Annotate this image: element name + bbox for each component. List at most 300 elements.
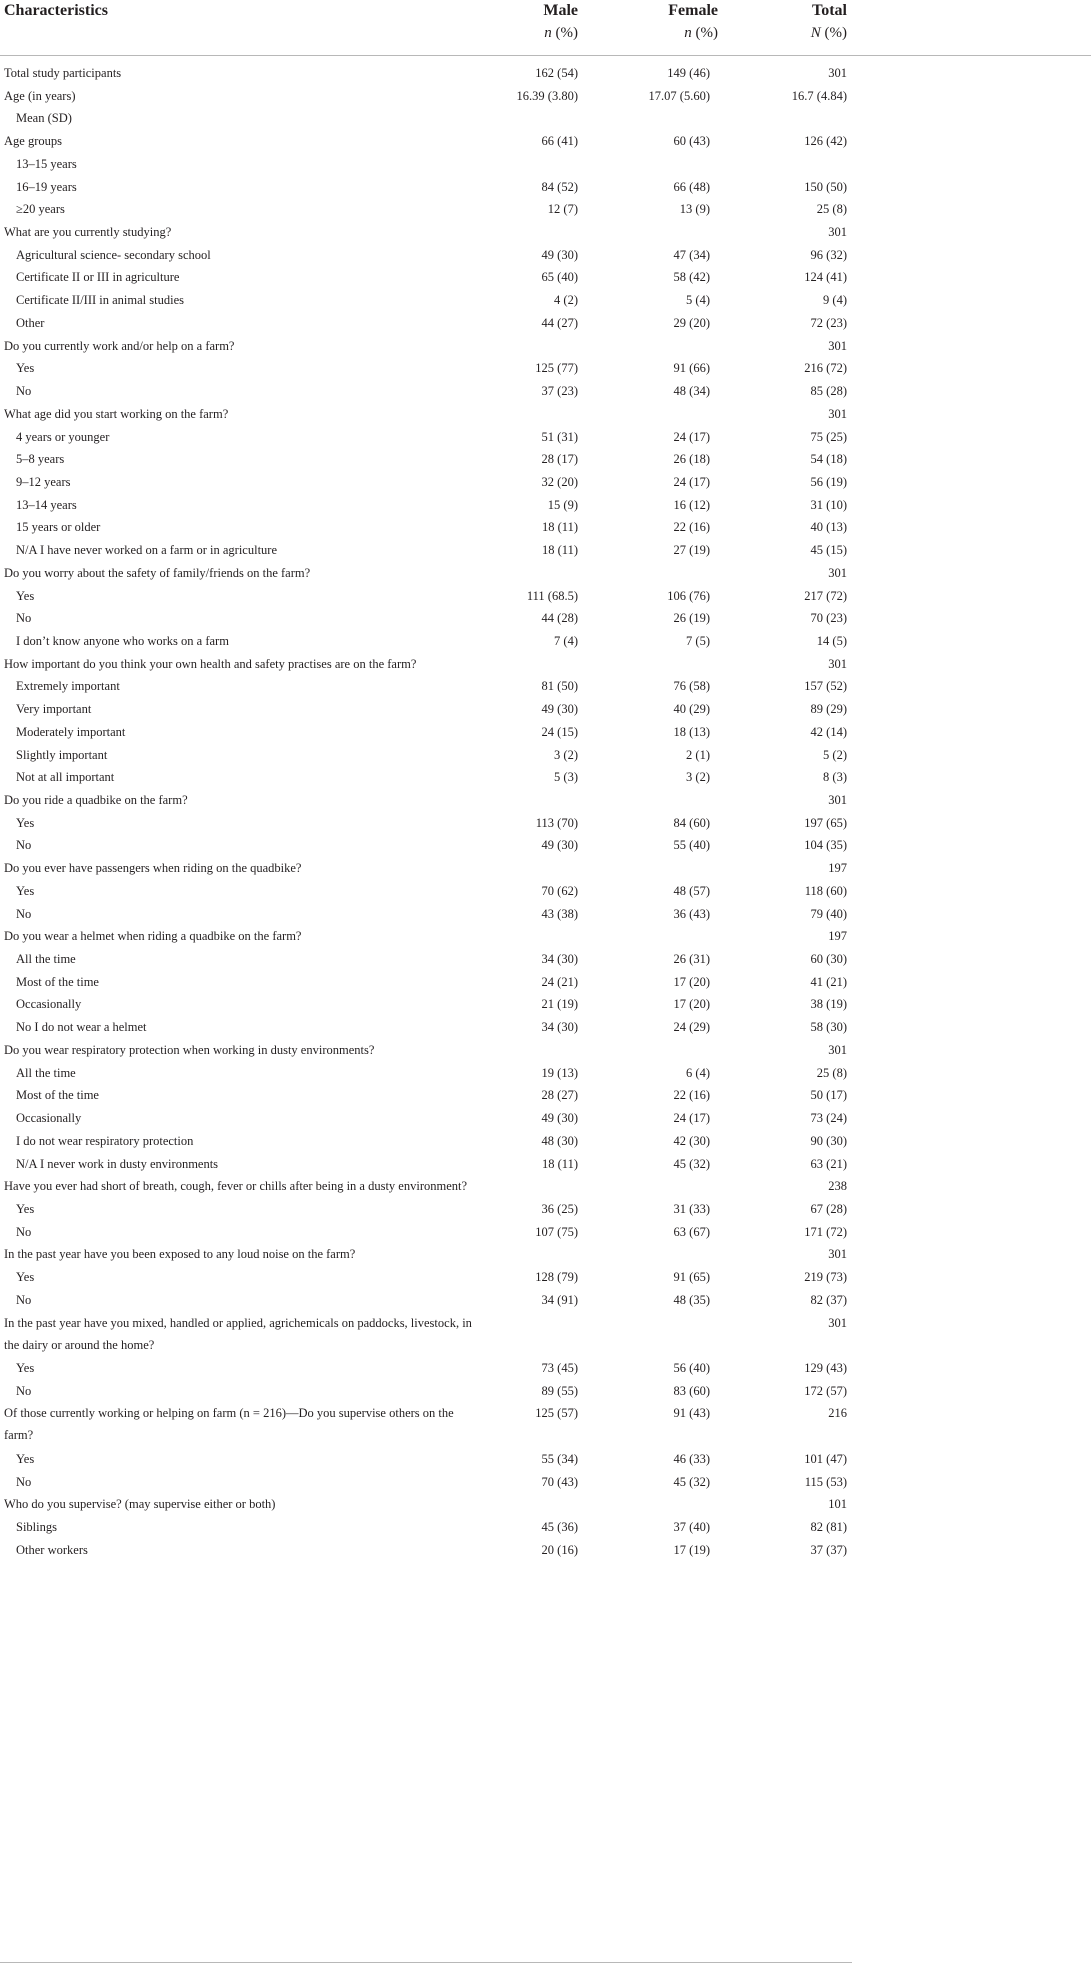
table-row: [0, 971, 1091, 994]
row-female-value: 27 (19): [673, 543, 710, 558]
row-total-value: 37 (37): [810, 1542, 847, 1557]
table-row: [0, 675, 1091, 698]
row-label: Slightly important: [16, 747, 108, 762]
header-female-pct: (%): [695, 25, 718, 41]
header-female: [610, 0, 718, 44]
row-label: Yes: [16, 361, 35, 376]
table-row: [0, 789, 1091, 812]
table-row: [0, 1107, 1091, 1130]
row-total-value: 157 (52): [804, 679, 847, 694]
row-total-value: 217 (72): [804, 588, 847, 603]
row-total-value: 104 (35): [804, 838, 847, 853]
table-row: [0, 766, 1091, 789]
row-total-value: 9 (4): [823, 293, 847, 308]
row-male-value: 15 (9): [547, 497, 578, 512]
row-female-value: 22 (16): [673, 1088, 710, 1103]
row-label: All the time: [16, 1065, 76, 1080]
row-female-value: 56 (40): [673, 1360, 710, 1375]
table-row: [0, 221, 1091, 244]
table-row: [0, 289, 1091, 312]
row-label: Certificate II or III in agriculture: [16, 270, 180, 285]
row-label: Yes: [16, 1270, 35, 1285]
table-row: [0, 1084, 1091, 1107]
row-male-value: 49 (30): [541, 838, 578, 853]
row-female-value: 2 (1): [686, 747, 710, 762]
table-row: [0, 653, 1091, 676]
row-female-value: 40 (29): [673, 702, 710, 717]
row-label: I do not wear respiratory protection: [16, 1133, 194, 1148]
row-label: No: [16, 611, 32, 626]
table-body: [0, 62, 1091, 1561]
row-female-value: 63 (67): [673, 1224, 710, 1239]
row-female-value: 24 (29): [673, 1020, 710, 1035]
row-male-value: 49 (30): [541, 702, 578, 717]
row-label: 9–12 years: [16, 474, 71, 489]
row-female-value: 48 (34): [673, 384, 710, 399]
row-label: Do you ever have passengers when riding on the quadbike?: [4, 861, 302, 876]
row-label: Occasionally: [16, 1111, 82, 1126]
table-row: [0, 448, 1091, 471]
row-total-value: 216: [828, 1406, 847, 1421]
row-label: What are you currently studying?: [4, 225, 172, 240]
row-male-value: 18 (11): [542, 543, 578, 558]
row-female-value: 5 (4): [686, 293, 710, 308]
row-female-value: 6 (4): [686, 1065, 710, 1080]
row-label: Not at all important: [16, 770, 115, 785]
row-female-value: 17 (19): [673, 1542, 710, 1557]
table-row: [0, 607, 1091, 630]
table-row: [0, 834, 1091, 857]
row-female-value: 24 (17): [673, 429, 710, 444]
row-total-value: 150 (50): [804, 179, 847, 194]
table-row: [0, 471, 1091, 494]
row-label: Do you wear a helmet when riding a quadbike on the farm?: [4, 929, 302, 944]
row-total-value: 85 (28): [810, 384, 847, 399]
row-label: Do you currently work and/or help on a farm?: [4, 338, 235, 353]
row-label: Do you ride a quadbike on the farm?: [4, 793, 188, 807]
row-total-value: 301: [828, 338, 847, 353]
row-male-value: 5 (3): [554, 770, 578, 785]
row-label: In the past year have you mixed, handled or applied, agrichemicals on paddocks, livestock, in the dairy or around the home?: [4, 1315, 472, 1352]
row-label: In the past year have you been exposed to any loud noise on the farm?: [4, 1247, 356, 1262]
row-male-value: 19 (13): [541, 1065, 578, 1080]
row-total-value: 45 (15): [810, 543, 847, 558]
row-male-value: 16.39 (3.80): [516, 88, 578, 103]
row-male-value: 12 (7): [547, 202, 578, 217]
row-total-value: 101: [828, 1497, 847, 1512]
row-label: Do you worry about the safety of family/friends on the farm?: [4, 565, 311, 580]
table-row: [0, 1448, 1091, 1471]
row-male-value: 43 (38): [541, 906, 578, 921]
row-total-value: 63 (21): [810, 1156, 847, 1171]
table-row: [0, 1312, 1091, 1357]
row-total-value: 42 (14): [810, 724, 847, 739]
row-male-value: 21 (19): [541, 997, 578, 1012]
row-female-value: 91 (65): [673, 1270, 710, 1285]
row-male-value: 89 (55): [541, 1383, 578, 1398]
row-total-value: 216 (72): [804, 361, 847, 376]
row-total-value: 8 (3): [823, 770, 847, 785]
row-total-value: 126 (42): [804, 134, 847, 149]
row-label: Have you ever had short of breath, cough, fever or chills after being in a dusty environment?: [4, 1179, 468, 1194]
row-label: No: [16, 1383, 32, 1398]
header-male-label: Male: [543, 2, 578, 19]
table-row: [0, 1539, 1091, 1562]
row-male-value: 34 (91): [541, 1292, 578, 1307]
row-female-value: 45 (32): [673, 1474, 710, 1489]
row-male-value: 44 (28): [541, 611, 578, 626]
row-male-value: 125 (57): [535, 1406, 578, 1421]
row-label: Agricultural science- secondary school: [16, 247, 211, 262]
row-female-value: 55 (40): [673, 838, 710, 853]
row-label: Yes: [16, 815, 35, 830]
header-male: [470, 0, 578, 44]
row-total-value: 96 (32): [810, 247, 847, 262]
row-male-value: 37 (23): [541, 384, 578, 399]
header-male-sub: [470, 22, 578, 44]
row-male-value: 128 (79): [535, 1270, 578, 1285]
table-row: [0, 1243, 1091, 1266]
table-row: [0, 107, 1091, 130]
row-total-value: 60 (30): [810, 952, 847, 967]
row-label: ≥20 years: [16, 202, 65, 217]
table-row: [0, 1062, 1091, 1085]
row-male-value: 18 (11): [542, 520, 578, 535]
row-total-value: 301: [828, 1247, 847, 1262]
row-female-value: 46 (33): [673, 1451, 710, 1466]
row-label: 5–8 years: [16, 452, 65, 467]
table-row: [0, 1175, 1091, 1198]
table-row: [0, 1221, 1091, 1244]
header-total-pct: (%): [824, 25, 847, 41]
row-label: Yes: [16, 588, 35, 603]
row-male-value: 84 (52): [541, 179, 578, 194]
row-label: Certificate II/III in animal studies: [16, 293, 184, 308]
table-row: [0, 153, 1091, 176]
table-bottom-rule: [0, 1962, 852, 1963]
row-male-value: 4 (2): [554, 293, 578, 308]
row-label: Yes: [16, 1451, 35, 1466]
row-total-value: 301: [828, 656, 847, 671]
row-label: N/A I never work in dusty environments: [16, 1156, 219, 1171]
row-label: No: [16, 906, 32, 921]
header-total-n: N: [810, 25, 821, 41]
row-total-value: 50 (17): [810, 1088, 847, 1103]
row-total-value: 31 (10): [810, 497, 847, 512]
row-label: Very important: [16, 702, 92, 717]
row-label: Other workers: [16, 1542, 88, 1557]
row-female-value: 76 (58): [673, 679, 710, 694]
row-female-value: 66 (48): [673, 179, 710, 194]
row-female-value: 13 (9): [679, 202, 710, 217]
row-label: No: [16, 838, 32, 853]
table-row: [0, 630, 1091, 653]
row-label: Of those currently working or helping on farm (n = 216)—Do you supervise others on the farm?: [4, 1406, 454, 1443]
table-row: [0, 403, 1091, 426]
row-female-value: 91 (66): [673, 361, 710, 376]
table-row: [0, 1493, 1091, 1516]
row-female-value: 37 (40): [673, 1520, 710, 1534]
row-total-value: 197 (65): [804, 815, 847, 830]
row-male-value: 34 (30): [541, 1020, 578, 1035]
row-label: Who do you supervise? (may supervise either or both): [4, 1497, 276, 1512]
row-male-value: 66 (41): [541, 134, 578, 149]
header-characteristics: Characteristics: [4, 2, 108, 19]
table-row: [0, 993, 1091, 1016]
table-row: [0, 1039, 1091, 1062]
table-row: [0, 1402, 1091, 1447]
table-row: [0, 585, 1091, 608]
row-male-value: 65 (40): [541, 270, 578, 285]
row-male-value: 3 (2): [554, 747, 578, 762]
row-label: Do you wear respiratory protection when working in dusty environments?: [4, 1042, 375, 1057]
row-total-value: 301: [828, 565, 847, 580]
row-male-value: 55 (34): [541, 1451, 578, 1466]
row-male-value: 51 (31): [541, 429, 578, 444]
row-total-value: 301: [828, 1315, 847, 1330]
row-female-value: 7 (5): [686, 633, 710, 648]
row-label: Occasionally: [16, 997, 82, 1012]
row-male-value: 48 (30): [541, 1133, 578, 1148]
row-total-value: 301: [828, 66, 847, 80]
row-male-value: 49 (30): [541, 1111, 578, 1126]
row-female-value: 17 (20): [673, 974, 710, 989]
row-label: Yes: [16, 883, 35, 898]
header-male-pct: (%): [555, 25, 578, 41]
row-female-value: 58 (42): [673, 270, 710, 285]
row-total-value: 38 (19): [810, 997, 847, 1012]
row-male-value: 49 (30): [541, 247, 578, 262]
row-female-value: 91 (43): [673, 1406, 710, 1421]
table-row: [0, 244, 1091, 267]
row-female-value: 106 (76): [667, 588, 710, 603]
row-label: Extremely important: [16, 679, 120, 694]
row-female-value: 31 (33): [673, 1201, 710, 1216]
row-total-value: 82 (81): [810, 1520, 847, 1534]
row-female-value: 26 (18): [673, 452, 710, 467]
table-row: [0, 1016, 1091, 1039]
row-female-value: 24 (17): [673, 1111, 710, 1126]
row-female-value: 16 (12): [673, 497, 710, 512]
table-row: [0, 380, 1091, 403]
row-total-value: 79 (40): [810, 906, 847, 921]
row-label: Moderately important: [16, 724, 126, 739]
table-row: [0, 130, 1091, 153]
row-total-value: 219 (73): [804, 1270, 847, 1285]
row-total-value: 301: [828, 1042, 847, 1057]
table-row: [0, 1471, 1091, 1494]
table-row: [0, 857, 1091, 880]
header-female-label: Female: [668, 2, 718, 19]
row-total-value: 89 (29): [810, 702, 847, 717]
row-total-value: 301: [828, 793, 847, 807]
table-header: [0, 0, 1091, 56]
table-row: [0, 721, 1091, 744]
row-female-value: 48 (57): [673, 883, 710, 898]
row-label: 16–19 years: [16, 179, 77, 194]
row-total-value: 56 (19): [810, 474, 847, 489]
row-total-value: 115 (53): [804, 1474, 847, 1489]
table-row: [0, 494, 1091, 517]
row-female-value: 47 (34): [673, 247, 710, 262]
table-row: [0, 357, 1091, 380]
table-row: [0, 744, 1091, 767]
row-label: N/A I have never worked on a farm or in agriculture: [16, 543, 278, 558]
table-row: [0, 1198, 1091, 1221]
row-female-value: 60 (43): [673, 134, 710, 149]
row-label: Age groups: [4, 134, 62, 149]
table-row: [0, 335, 1091, 358]
row-male-value: 7 (4): [554, 633, 578, 648]
row-male-value: 125 (77): [535, 361, 578, 376]
row-label: Yes: [16, 1360, 35, 1375]
row-female-value: 17 (20): [673, 997, 710, 1012]
row-label: Total study participants: [4, 66, 122, 80]
row-label: 13–14 years: [16, 497, 77, 512]
row-male-value: 24 (15): [541, 724, 578, 739]
row-label: 13–15 years: [16, 156, 77, 171]
row-total-value: 75 (25): [810, 429, 847, 444]
row-total-value: 301: [828, 406, 847, 421]
row-female-value: 3 (2): [686, 770, 710, 785]
row-total-value: 5 (2): [823, 747, 847, 762]
table-row: [0, 1289, 1091, 1312]
header-male-n: n: [544, 25, 552, 41]
row-total-value: 67 (28): [810, 1201, 847, 1216]
row-male-value: 20 (16): [541, 1542, 578, 1557]
row-total-value: 129 (43): [804, 1360, 847, 1375]
row-total-value: 101 (47): [804, 1451, 847, 1466]
row-male-value: 70 (43): [541, 1474, 578, 1489]
row-total-value: 72 (23): [810, 315, 847, 330]
table-row: [0, 903, 1091, 926]
row-total-value: 54 (18): [810, 452, 847, 467]
row-label: No: [16, 384, 32, 399]
header-total-sub: [740, 22, 847, 44]
row-female-value: 45 (32): [673, 1156, 710, 1171]
row-male-value: 70 (62): [541, 883, 578, 898]
row-label: All the time: [16, 952, 76, 967]
table-row: [0, 948, 1091, 971]
row-label: How important do you think your own health and safety practises are on the farm?: [4, 656, 417, 671]
table-row: [0, 266, 1091, 289]
row-female-value: 17.07 (5.60): [648, 88, 710, 103]
row-label: Other: [16, 315, 45, 330]
header-female-sub: [610, 22, 718, 44]
table-row: [0, 312, 1091, 335]
row-total-value: 172 (57): [804, 1383, 847, 1398]
row-female-value: 83 (60): [673, 1383, 710, 1398]
row-label: What age did you start working on the farm?: [4, 406, 229, 421]
row-total-value: 197: [828, 861, 847, 876]
row-total-value: 82 (37): [810, 1292, 847, 1307]
row-male-value: 111 (68.5): [526, 588, 578, 603]
row-female-value: 149 (46): [667, 66, 710, 80]
row-total-value: 16.7 (4.84): [791, 88, 847, 103]
table-row: [0, 698, 1091, 721]
row-total-value: 70 (23): [810, 611, 847, 626]
row-female-value: 18 (13): [673, 724, 710, 739]
row-label: Most of the time: [16, 974, 99, 989]
row-total-value: 25 (8): [816, 202, 847, 217]
row-total-value: 41 (21): [810, 974, 847, 989]
table-row: [0, 1516, 1091, 1539]
row-female-value: 22 (16): [673, 520, 710, 535]
row-male-value: 28 (27): [541, 1088, 578, 1103]
row-total-value: 25 (8): [816, 1065, 847, 1080]
row-label: Mean (SD): [16, 111, 72, 126]
row-total-value: 58 (30): [810, 1020, 847, 1035]
table-row: [0, 1130, 1091, 1153]
row-female-value: 36 (43): [673, 906, 710, 921]
row-male-value: 107 (75): [535, 1224, 578, 1239]
row-male-value: 24 (21): [541, 974, 578, 989]
row-male-value: 73 (45): [541, 1360, 578, 1375]
row-female-value: 84 (60): [673, 815, 710, 830]
row-label: 15 years or older: [16, 520, 101, 535]
row-total-value: 118 (60): [804, 883, 847, 898]
row-female-value: 29 (20): [673, 315, 710, 330]
row-male-value: 36 (25): [541, 1201, 578, 1216]
row-label: No: [16, 1292, 32, 1307]
row-label: I don’t know anyone who works on a farm: [16, 633, 229, 648]
row-male-value: 18 (11): [542, 1156, 578, 1171]
row-female-value: 42 (30): [673, 1133, 710, 1148]
table-row: [0, 62, 1091, 85]
row-male-value: 34 (30): [541, 952, 578, 967]
row-total-value: 40 (13): [810, 520, 847, 535]
table-row: [0, 1266, 1091, 1289]
row-male-value: 44 (27): [541, 315, 578, 330]
header-total-label: Total: [812, 2, 847, 19]
row-label: No: [16, 1474, 32, 1489]
row-label: No: [16, 1224, 32, 1239]
row-total-value: 14 (5): [816, 633, 847, 648]
row-male-value: 28 (17): [541, 452, 578, 467]
row-total-value: 197: [828, 929, 847, 944]
row-female-value: 48 (35): [673, 1292, 710, 1307]
table-row: [0, 562, 1091, 585]
header-total: [740, 0, 847, 44]
table-row: [0, 880, 1091, 903]
row-label: 4 years or younger: [16, 429, 110, 444]
row-female-value: 26 (31): [673, 952, 710, 967]
row-male-value: 45 (36): [541, 1520, 578, 1534]
table-row: [0, 516, 1091, 539]
row-total-value: 124 (41): [804, 270, 847, 285]
row-label: Yes: [16, 1201, 35, 1216]
table-row: [0, 925, 1091, 948]
row-male-value: 162 (54): [535, 66, 578, 80]
row-female-value: 26 (19): [673, 611, 710, 626]
table-row: [0, 198, 1091, 221]
row-label: Siblings: [16, 1520, 57, 1534]
row-total-value: 73 (24): [810, 1111, 847, 1126]
table-row: [0, 85, 1091, 108]
row-total-value: 90 (30): [810, 1133, 847, 1148]
row-male-value: 113 (70): [535, 815, 578, 830]
table-row: [0, 1153, 1091, 1176]
table-row: [0, 812, 1091, 835]
row-total-value: 238: [828, 1179, 847, 1194]
row-male-value: 81 (50): [541, 679, 578, 694]
table-row: [0, 1357, 1091, 1380]
row-total-value: 301: [828, 225, 847, 240]
row-female-value: 24 (17): [673, 474, 710, 489]
table-row: [0, 426, 1091, 449]
table-row: [0, 1380, 1091, 1403]
table-row: [0, 539, 1091, 562]
